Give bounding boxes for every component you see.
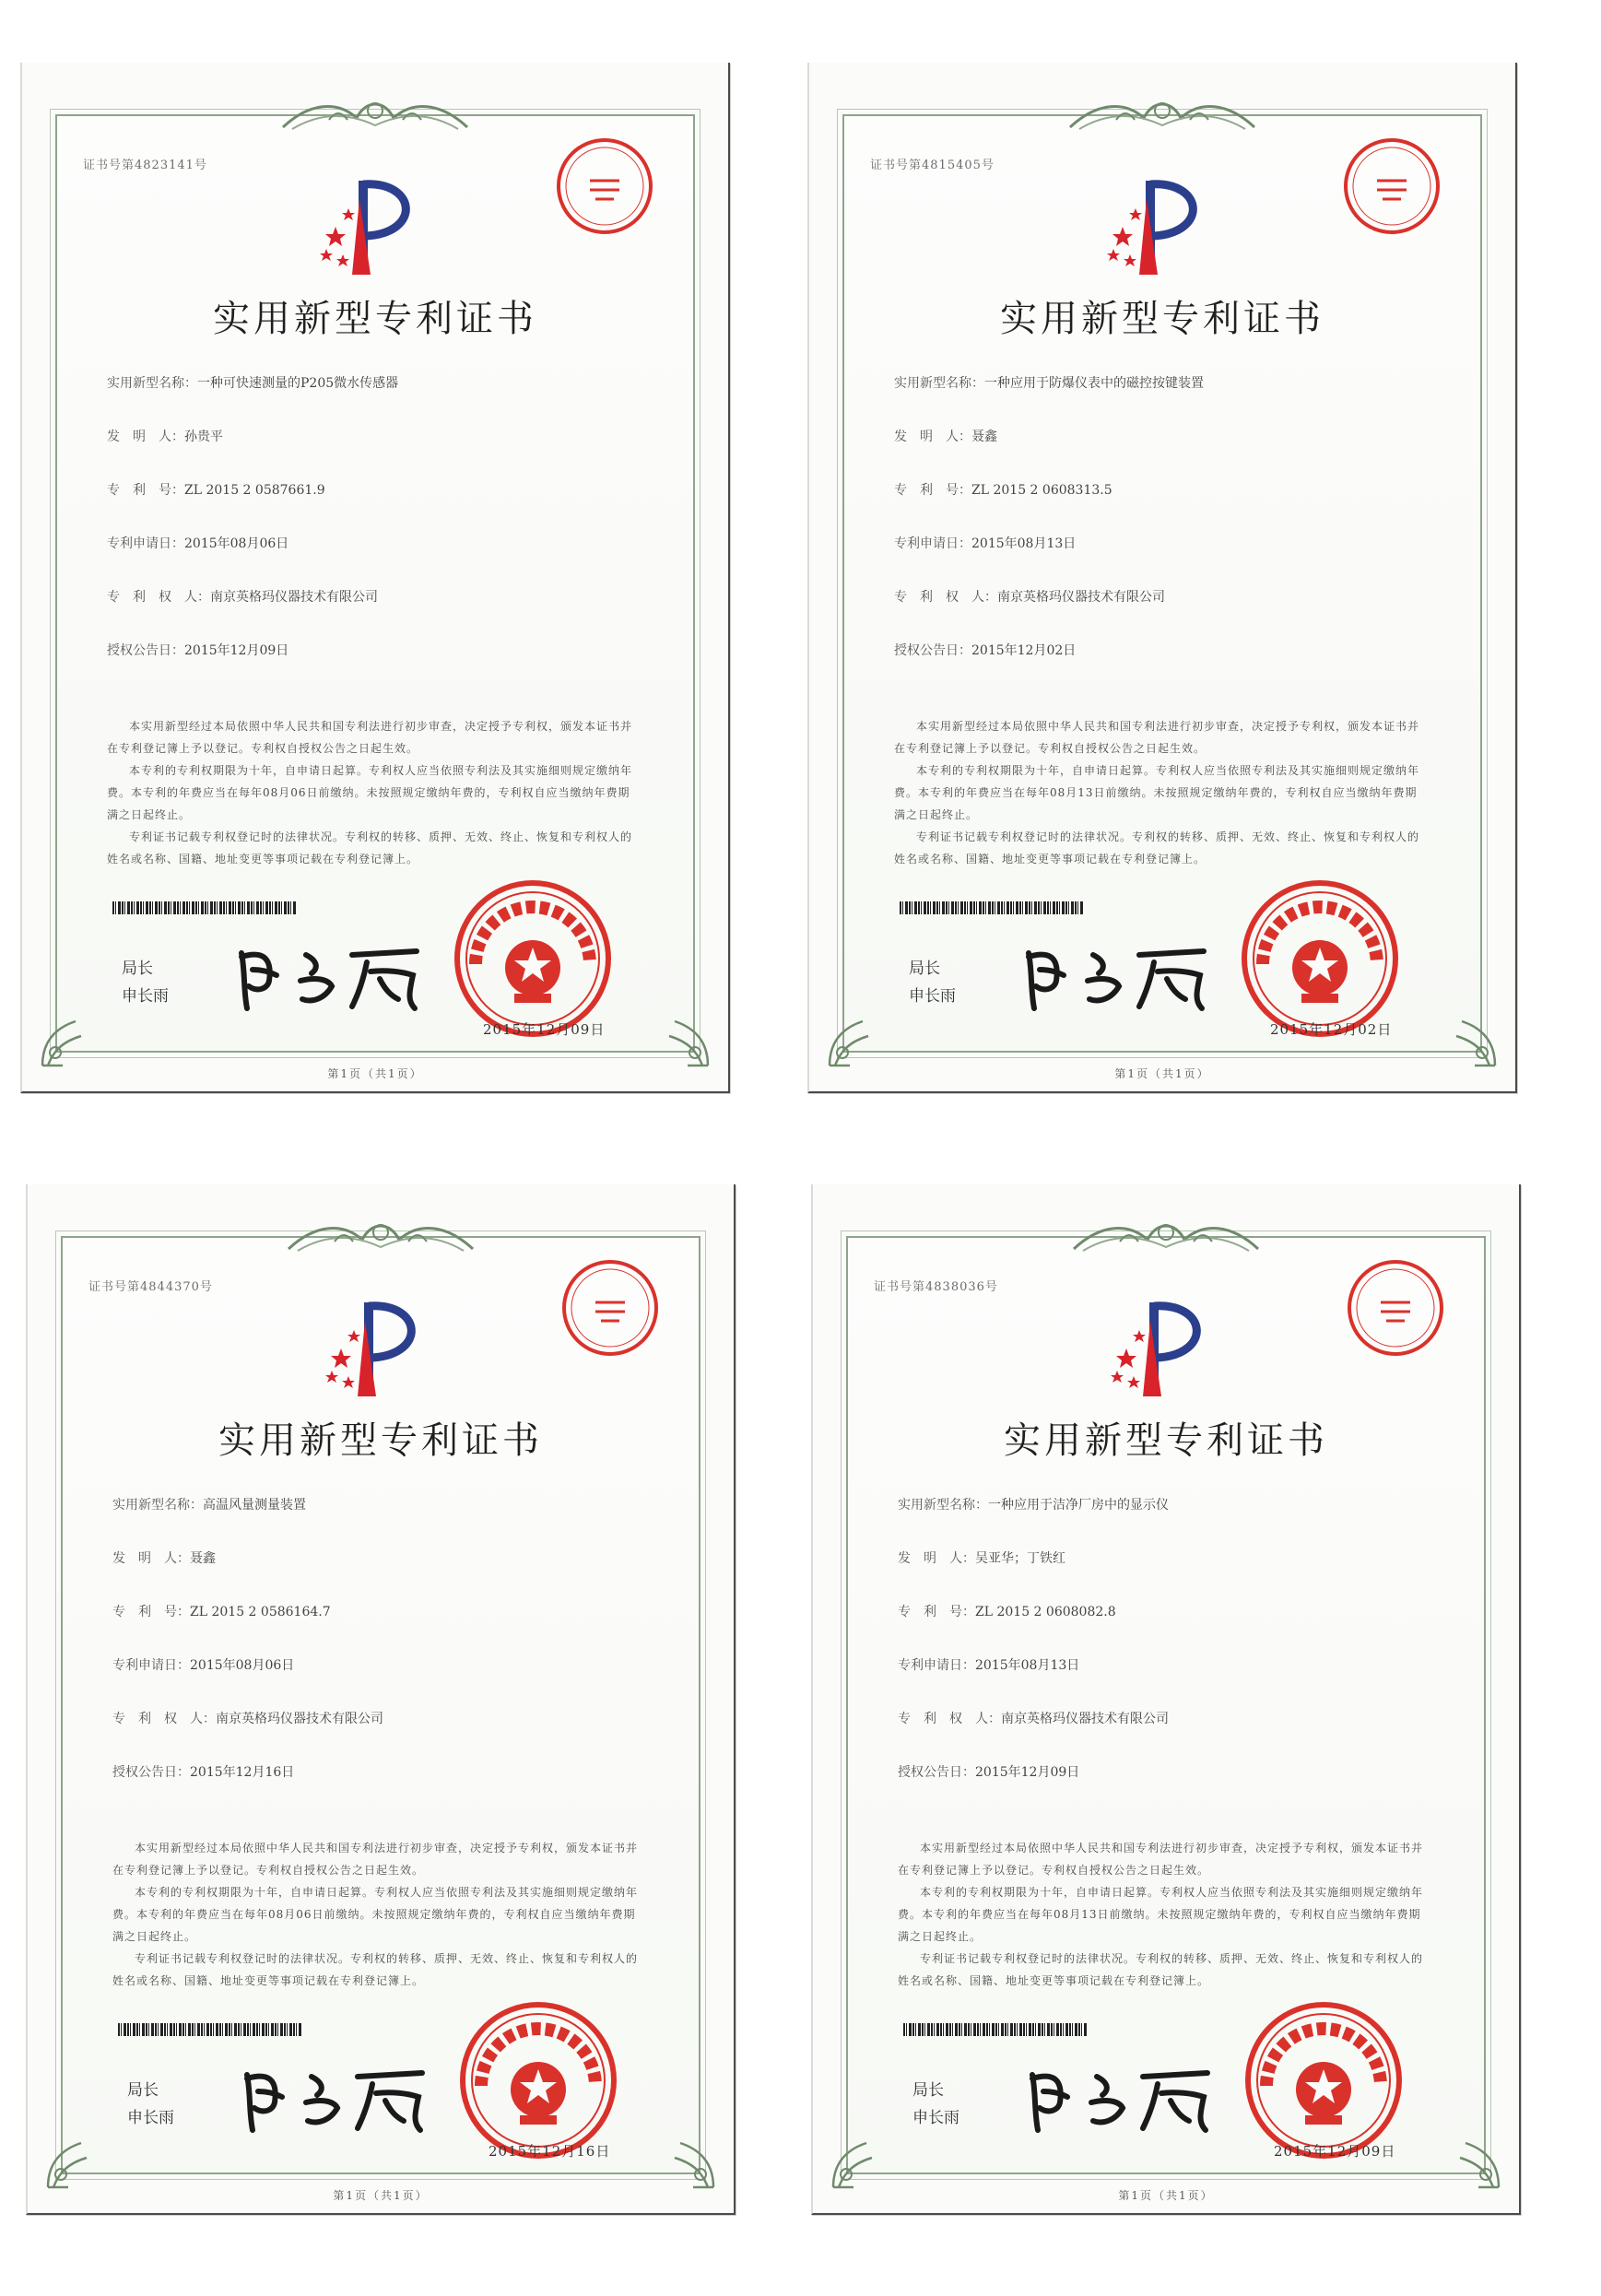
certificate-fields xyxy=(898,1496,1447,1817)
body-paragraph: 本专利的专利权期限为十年，自申请日起算。专利权人应当依照专利法及其实施细则规定缴纳年费。本专利的年费应当在每年08月06日前缴纳。未按照规定缴纳年费的，专利权自应当缴纳年费期满之日起终止。 xyxy=(107,764,633,821)
director-title: 局长 xyxy=(122,960,153,978)
office-seal-small xyxy=(559,1256,662,1360)
certificate-title: 实用新型专利证书 xyxy=(1000,298,1324,340)
director-block xyxy=(909,955,956,1010)
body-paragraph: 专利证书记载专利权登记时的法律状况。专利权的转移、质押、无效、终止、恢复和专利权人的姓名或名称、国籍、地址变更等事项记载在专利登记簿上。 xyxy=(894,830,1420,865)
corner-ornament-icon xyxy=(1442,2130,1506,2195)
director-title: 局长 xyxy=(127,2081,159,2100)
director-name: 申长雨 xyxy=(909,987,956,1006)
field-row xyxy=(898,1549,1447,1603)
field-label: 实用新型名称： xyxy=(898,1498,988,1513)
barcode xyxy=(900,901,1084,914)
certificate-3 xyxy=(26,1184,736,2215)
field-value: 南京英格玛仪器技术有限公司 xyxy=(216,1712,383,1726)
body-paragraph: 本专利的专利权期限为十年，自申请日起算。专利权人应当依照专利法及其实施细则规定缴纳年费。本专利的年费应当在每年08月06日前缴纳。未按照规定缴纳年费的，专利权自应当缴纳年费期满之日起终止。 xyxy=(112,1886,639,1943)
body-paragraph: 专利证书记载专利权登记时的法律状况。专利权的转移、质押、无效、终止、恢复和专利权人的姓名或名称、国籍、地址变更等事项记载在专利登记簿上。 xyxy=(898,1952,1424,1987)
field-row xyxy=(894,642,1443,695)
field-row xyxy=(898,1656,1447,1710)
field-value: 2015年12月02日 xyxy=(971,643,1077,658)
certificate-number: 证书号第4815405号 xyxy=(870,159,995,172)
top-ornament-icon xyxy=(274,92,477,136)
certificate-number: 证书号第4823141号 xyxy=(83,159,207,172)
field-label: 专 利 权 人： xyxy=(107,590,210,605)
field-value: 一种应用于防爆仪表中的磁控按键装置 xyxy=(984,376,1204,391)
certificate-body-text xyxy=(107,715,642,870)
certificate-fields xyxy=(894,374,1443,695)
certificate-frame xyxy=(842,114,1482,1080)
field-row xyxy=(112,1549,662,1603)
patent-office-logo-icon xyxy=(321,1293,441,1404)
field-label: 专利申请日： xyxy=(898,1658,975,1673)
field-value: 孙贵平 xyxy=(184,430,223,444)
field-row xyxy=(894,481,1443,535)
field-label: 专利申请日： xyxy=(107,536,184,551)
field-label: 专 利 号： xyxy=(107,483,184,498)
office-seal-small xyxy=(1344,1256,1447,1360)
certificate-title: 实用新型专利证书 xyxy=(218,1419,543,1462)
body-paragraph: 专利证书记载专利权登记时的法律状况。专利权的转移、质押、无效、终止、恢复和专利权人的姓名或名称、国籍、地址变更等事项记载在专利登记簿上。 xyxy=(107,830,633,865)
director-block xyxy=(912,2077,959,2132)
certificate-body-text xyxy=(894,715,1429,870)
corner-ornament-icon xyxy=(822,1008,887,1073)
director-signature xyxy=(1023,2056,1226,2139)
certificate-frame xyxy=(55,114,695,1080)
director-name: 申长雨 xyxy=(127,2109,174,2127)
field-label: 专 利 权 人： xyxy=(112,1712,216,1726)
field-label: 专 利 权 人： xyxy=(894,590,997,605)
certificate-4 xyxy=(811,1184,1521,2215)
certificate-body-text xyxy=(112,1837,647,1992)
field-value: 2015年08月13日 xyxy=(971,536,1077,551)
top-ornament-icon xyxy=(1065,1214,1267,1258)
director-name: 申长雨 xyxy=(912,2109,959,2127)
page-number: 第1页（共1页） xyxy=(327,1067,423,1080)
field-label: 专 利 号： xyxy=(894,483,971,498)
office-seal-small xyxy=(1340,135,1443,238)
official-red-seal xyxy=(453,879,612,1038)
corner-ornament-icon xyxy=(826,2130,890,2195)
field-value: 聂鑫 xyxy=(190,1551,216,1566)
field-label: 发 明 人： xyxy=(112,1551,190,1566)
director-signature xyxy=(232,935,435,1018)
certificate-frame xyxy=(846,1236,1486,2202)
director-block xyxy=(127,2077,174,2132)
field-label: 专 利 号： xyxy=(112,1605,190,1619)
field-label: 专 利 号： xyxy=(898,1605,975,1619)
field-row xyxy=(112,1496,662,1549)
field-value: 2015年08月06日 xyxy=(190,1658,295,1673)
field-row xyxy=(112,1763,662,1817)
patent-office-logo-icon xyxy=(1106,1293,1226,1404)
top-ornament-icon xyxy=(1061,92,1264,136)
field-row xyxy=(894,374,1443,428)
body-paragraph: 本专利的专利权期限为十年，自申请日起算。专利权人应当依照专利法及其实施细则规定缴纳年费。本专利的年费应当在每年08月13日前缴纳。未按照规定缴纳年费的，专利权自应当缴纳年费期满之日起终止。 xyxy=(894,764,1420,821)
field-value: ZL 2015 2 0608082.8 xyxy=(975,1605,1116,1619)
corner-ornament-icon xyxy=(1438,1008,1502,1073)
page-number: 第1页（共1页） xyxy=(1118,2189,1214,2202)
field-label: 授权公告日： xyxy=(894,643,971,658)
barcode xyxy=(118,2023,302,2036)
official-red-seal xyxy=(1241,879,1399,1038)
field-row xyxy=(107,535,656,588)
certificate-frame xyxy=(61,1236,700,2202)
field-value: 聂鑫 xyxy=(971,430,997,444)
field-label: 授权公告日： xyxy=(107,643,184,658)
field-label: 专 利 权 人： xyxy=(898,1712,1001,1726)
field-label: 发 明 人： xyxy=(894,430,971,444)
body-paragraph: 本实用新型经过本局依照中华人民共和国专利法进行初步审查，决定授予专利权，颁发本证书并在专利登记簿上予以登记。专利权自授权公告之日起生效。 xyxy=(898,1842,1424,1877)
body-paragraph: 本实用新型经过本局依照中华人民共和国专利法进行初步审查，决定授予专利权，颁发本证书并在专利登记簿上予以登记。专利权自授权公告之日起生效。 xyxy=(107,720,633,755)
certificate-number: 证书号第4844370号 xyxy=(88,1280,213,1294)
field-row xyxy=(107,481,656,535)
field-row xyxy=(898,1603,1447,1656)
field-value: 南京英格玛仪器技术有限公司 xyxy=(210,590,378,605)
field-label: 专利申请日： xyxy=(894,536,971,551)
corner-ornament-icon xyxy=(41,2130,105,2195)
certificate-body-text xyxy=(898,1837,1432,1992)
field-label: 实用新型名称： xyxy=(107,376,197,391)
field-row xyxy=(112,1603,662,1656)
field-row xyxy=(898,1496,1447,1549)
certificate-fields xyxy=(107,374,656,695)
director-signature xyxy=(1019,935,1222,1018)
patent-office-logo-icon xyxy=(315,171,435,282)
field-value: 2015年12月09日 xyxy=(184,643,289,658)
corner-ornament-icon xyxy=(651,1008,715,1073)
body-paragraph: 专利证书记载专利权登记时的法律状况。专利权的转移、质押、无效、终止、恢复和专利权人的姓名或名称、国籍、地址变更等事项记载在专利登记簿上。 xyxy=(112,1952,639,1987)
field-row xyxy=(107,374,656,428)
field-label: 授权公告日： xyxy=(112,1765,190,1780)
field-value: 2015年08月13日 xyxy=(975,1658,1080,1673)
certificate-title: 实用新型专利证书 xyxy=(213,298,537,340)
certificate-2 xyxy=(807,63,1517,1093)
field-row xyxy=(107,588,656,642)
certificate-title: 实用新型专利证书 xyxy=(1004,1419,1328,1462)
field-row xyxy=(894,588,1443,642)
field-value: ZL 2015 2 0587661.9 xyxy=(184,483,325,498)
corner-ornament-icon xyxy=(35,1008,100,1073)
corner-ornament-icon xyxy=(656,2130,721,2195)
field-value: 南京英格玛仪器技术有限公司 xyxy=(1001,1712,1169,1726)
field-label: 发 明 人： xyxy=(107,430,184,444)
field-value: ZL 2015 2 0608313.5 xyxy=(971,483,1112,498)
seal-date: 2015年12月02日 xyxy=(1270,1021,1393,1038)
field-label: 专利申请日： xyxy=(112,1658,190,1673)
field-row xyxy=(112,1710,662,1763)
field-label: 实用新型名称： xyxy=(112,1498,203,1513)
barcode xyxy=(112,901,297,914)
field-value: ZL 2015 2 0586164.7 xyxy=(190,1605,331,1619)
field-value: 2015年08月06日 xyxy=(184,536,289,551)
barcode xyxy=(903,2023,1088,2036)
field-row xyxy=(898,1710,1447,1763)
field-label: 实用新型名称： xyxy=(894,376,984,391)
director-block xyxy=(122,955,169,1010)
field-label: 授权公告日： xyxy=(898,1765,975,1780)
top-ornament-icon xyxy=(279,1214,482,1258)
director-signature xyxy=(238,2056,441,2139)
field-value: 2015年12月09日 xyxy=(975,1765,1080,1780)
seal-date: 2015年12月09日 xyxy=(1274,2143,1396,2160)
field-value: 一种可快速测量的P205微水传感器 xyxy=(197,376,399,391)
field-label: 发 明 人： xyxy=(898,1551,975,1566)
field-row xyxy=(898,1763,1447,1817)
body-paragraph: 本实用新型经过本局依照中华人民共和国专利法进行初步审查，决定授予专利权，颁发本证书并在专利登记簿上予以登记。专利权自授权公告之日起生效。 xyxy=(112,1842,639,1877)
body-paragraph: 本实用新型经过本局依照中华人民共和国专利法进行初步审查，决定授予专利权，颁发本证书并在专利登记簿上予以登记。专利权自授权公告之日起生效。 xyxy=(894,720,1420,755)
patent-office-logo-icon xyxy=(1102,171,1222,282)
field-row xyxy=(107,428,656,481)
field-value: 南京英格玛仪器技术有限公司 xyxy=(997,590,1165,605)
official-red-seal xyxy=(459,2001,618,2160)
certificate-fields xyxy=(112,1496,662,1817)
field-value: 吴亚华；丁铁红 xyxy=(975,1551,1065,1566)
seal-date: 2015年12月16日 xyxy=(489,2143,611,2160)
field-row xyxy=(894,535,1443,588)
seal-date: 2015年12月09日 xyxy=(483,1021,606,1038)
certificate-1 xyxy=(20,63,730,1093)
office-seal-small xyxy=(553,135,656,238)
page-number: 第1页（共1页） xyxy=(333,2189,429,2202)
page-number: 第1页（共1页） xyxy=(1114,1067,1210,1080)
official-red-seal xyxy=(1244,2001,1403,2160)
field-value: 高温风量测量装置 xyxy=(203,1498,306,1513)
field-value: 一种应用于洁净厂房中的显示仪 xyxy=(988,1498,1169,1513)
field-row xyxy=(107,642,656,695)
director-name: 申长雨 xyxy=(122,987,169,1006)
director-title: 局长 xyxy=(909,960,940,978)
certificate-number: 证书号第4838036号 xyxy=(874,1280,998,1294)
field-row xyxy=(112,1656,662,1710)
director-title: 局长 xyxy=(912,2081,944,2100)
field-row xyxy=(894,428,1443,481)
field-value: 2015年12月16日 xyxy=(190,1765,295,1780)
body-paragraph: 本专利的专利权期限为十年，自申请日起算。专利权人应当依照专利法及其实施细则规定缴纳年费。本专利的年费应当在每年08月13日前缴纳。未按照规定缴纳年费的，专利权自应当缴纳年费期满之日起终止。 xyxy=(898,1886,1424,1943)
